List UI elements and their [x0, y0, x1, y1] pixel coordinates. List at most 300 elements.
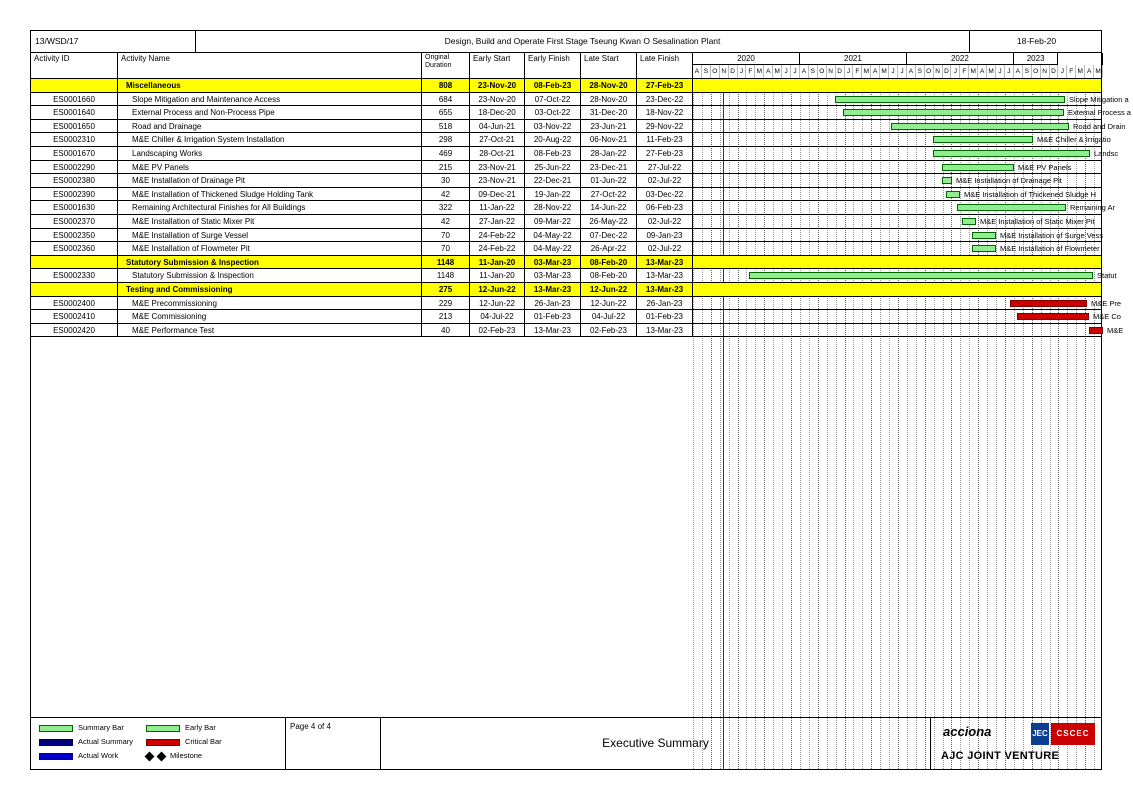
- timescale-month: F: [960, 65, 969, 78]
- cell-early-finish: 04-May-22: [525, 242, 581, 256]
- cell-early-finish: 03-Oct-22: [525, 106, 581, 120]
- cell-early-start: 12-Jun-22: [470, 283, 525, 297]
- timescale-month: M: [862, 65, 871, 78]
- table-row[interactable]: [31, 188, 1101, 202]
- timescale-month: N: [934, 65, 943, 78]
- table-row[interactable]: [31, 324, 1124, 338]
- cell-early-start: 23-Nov-21: [470, 161, 525, 175]
- cell-early-finish: 26-Jan-23: [525, 297, 581, 311]
- timescale-month: J: [889, 65, 898, 78]
- cell-activity-id: ES0001670: [31, 147, 118, 161]
- gantt-bar-label: Landsc: [1094, 148, 1119, 158]
- cell-original-duration: 808: [422, 79, 470, 93]
- timescale-year: 2021: [800, 53, 907, 65]
- cell-activity-name: M&E Installation of Surge Vessel: [118, 229, 422, 243]
- cell-early-start: 24-Feb-22: [470, 242, 525, 256]
- timescale-month: J: [782, 65, 791, 78]
- cell-original-duration: 275: [422, 283, 470, 297]
- cell-late-finish: 29-Nov-22: [637, 120, 693, 134]
- timescale-month: O: [925, 65, 934, 78]
- cell-late-finish: 13-Mar-23: [637, 283, 693, 297]
- cscec-logo: CSCEC: [1051, 723, 1095, 745]
- col-early-start: Early Start: [470, 53, 525, 78]
- cell-early-finish: 08-Feb-23: [525, 147, 581, 161]
- timescale-month: J: [898, 65, 907, 78]
- timescale-month: J: [845, 65, 854, 78]
- timescale-month: N: [720, 65, 729, 78]
- legend-milestone-label: Milestone: [170, 751, 203, 760]
- cell-late-finish: 13-Mar-23: [637, 324, 693, 338]
- cell-activity-name: M&E Installation of Static Mixer Pit: [118, 215, 422, 229]
- legend-actual-summary-label: Actual Summary: [78, 737, 134, 746]
- cell-original-duration: 469: [422, 147, 470, 161]
- cell-early-start: 24-Feb-22: [470, 229, 525, 243]
- cell-gantt: [693, 133, 1111, 147]
- gantt-bar-label: M&E: [1107, 325, 1124, 335]
- project-title: Design, Build and Operate First Stage Tseung Kwan O Sesalination Plant: [196, 31, 970, 52]
- cell-original-duration: 655: [422, 106, 470, 120]
- footer-title-label: Executive Summary: [602, 736, 709, 750]
- cell-gantt: [693, 297, 1122, 311]
- gantt-bar[interactable]: [1089, 327, 1103, 334]
- cell-activity-id: [31, 79, 118, 93]
- cell-activity-name: External Process and Non-Process Pipe: [118, 106, 422, 120]
- timescale-month: J: [996, 65, 1005, 78]
- cell-late-start: 27-Oct-22: [581, 188, 637, 202]
- cell-activity-id: ES0002350: [31, 229, 118, 243]
- milestone-diamond-icon: [145, 751, 155, 761]
- cell-late-finish: 02-Jul-22: [637, 215, 693, 229]
- cell-early-start: 27-Oct-21: [470, 133, 525, 147]
- actual-work-swatch: [39, 753, 73, 760]
- cell-original-duration: 229: [422, 297, 470, 311]
- cell-early-finish: 04-May-22: [525, 229, 581, 243]
- timescale-month: M: [880, 65, 889, 78]
- cell-gantt: [693, 174, 1103, 188]
- cell-late-finish: 26-Jan-23: [637, 297, 693, 311]
- cell-late-start: 08-Feb-20: [581, 256, 637, 270]
- cell-early-finish: 28-Nov-22: [525, 201, 581, 215]
- cell-early-start: 23-Nov-20: [470, 79, 525, 93]
- legend-block: [31, 718, 286, 769]
- cell-activity-id: ES0002380: [31, 174, 118, 188]
- cell-early-finish: 08-Feb-23: [525, 79, 581, 93]
- cell-early-start: 02-Feb-23: [470, 324, 525, 338]
- cell-activity-name: Landscaping Works: [118, 147, 422, 161]
- sheet-footer: [31, 717, 1101, 769]
- cell-original-duration: 70: [422, 229, 470, 243]
- cell-late-start: 12-Jun-22: [581, 283, 637, 297]
- month-scale: [693, 65, 1102, 78]
- timescale-year: 2020: [693, 53, 800, 65]
- cell-early-finish: 13-Mar-23: [525, 324, 581, 338]
- gantt-bar[interactable]: [972, 232, 996, 239]
- cell-gantt: [693, 93, 1129, 107]
- cell-activity-id: ES0001630: [31, 201, 118, 215]
- cell-activity-id: ES0002400: [31, 297, 118, 311]
- cell-activity-name: Remaining Architectural Finishes for All Buildings: [118, 201, 422, 215]
- cell-late-start: 01-Jun-22: [581, 174, 637, 188]
- cell-gantt: [693, 161, 1103, 175]
- joint-venture-label: AJC JOINT VENTURE: [941, 750, 1060, 762]
- cell-original-duration: 40: [422, 324, 470, 338]
- cell-activity-name: Slope Mitigation and Maintenance Access: [118, 93, 422, 107]
- cell-original-duration: 215: [422, 161, 470, 175]
- legend-critical-bar-label: Critical Bar: [185, 737, 222, 746]
- col-original-duration: [422, 53, 470, 78]
- gantt-bar-label: M&E Installation of Flowmeter: [1000, 244, 1100, 254]
- col-original-duration-label: Original Duration: [425, 54, 452, 69]
- timescale-month: S: [702, 65, 711, 78]
- cell-early-finish: 20-Aug-22: [525, 133, 581, 147]
- jec-logo: JEC: [1031, 723, 1049, 745]
- gantt-bar[interactable]: [946, 191, 960, 198]
- timescale-month: M: [755, 65, 764, 78]
- cell-late-finish: 02-Jul-22: [637, 242, 693, 256]
- gantt-bar-label: Road and Drain: [1073, 121, 1126, 131]
- timescale-month: O: [818, 65, 827, 78]
- table-row[interactable]: [31, 229, 1101, 243]
- timescale-month: A: [907, 65, 916, 78]
- timescale-month: D: [729, 65, 738, 78]
- brand-block: [931, 718, 1103, 769]
- gantt-bar[interactable]: [1017, 313, 1089, 320]
- cell-gantt: [693, 215, 1103, 229]
- cell-early-start: 04-Jun-21: [470, 120, 525, 134]
- cell-early-start: 11-Jan-20: [470, 256, 525, 270]
- gantt-bar-label: External Process a: [1068, 108, 1131, 118]
- legend-early-bar-label: Early Bar: [185, 723, 216, 732]
- actual-summary-swatch: [39, 739, 73, 746]
- timescale-month: M: [1076, 65, 1085, 78]
- summary-bar-swatch: [39, 725, 73, 732]
- timescale-month: M: [1094, 65, 1103, 78]
- gantt-bar[interactable]: [942, 164, 1014, 171]
- gantt-bar[interactable]: [933, 150, 1090, 157]
- gantt-bar-label: Remaining Ar: [1070, 203, 1116, 213]
- cell-early-finish: 19-Jan-22: [525, 188, 581, 202]
- cell-late-finish: 27-Feb-23: [637, 147, 693, 161]
- timescale-month: A: [871, 65, 880, 78]
- gantt-bar[interactable]: [835, 96, 1065, 103]
- legend-summary-bar-label: Summary Bar: [78, 723, 124, 732]
- legend-summary-bar: [39, 723, 124, 732]
- cell-original-duration: 213: [422, 310, 470, 324]
- cell-gantt: [693, 147, 1119, 161]
- table-row[interactable]: [31, 297, 1122, 311]
- cell-early-finish: 07-Oct-22: [525, 93, 581, 107]
- timescale-header: [693, 53, 1103, 78]
- cell-late-start: 07-Dec-22: [581, 229, 637, 243]
- timescale-month: M: [987, 65, 996, 78]
- cell-original-duration: 30: [422, 174, 470, 188]
- cell-early-finish: 03-Nov-22: [525, 120, 581, 134]
- cell-late-finish: 06-Feb-23: [637, 201, 693, 215]
- cell-late-start: 26-May-22: [581, 215, 637, 229]
- table-row[interactable]: [31, 242, 1101, 256]
- project-code: 13/WSD/17: [31, 31, 196, 52]
- cell-activity-name: Testing and Commissioning: [118, 283, 422, 297]
- cell-early-finish: 22-Dec-21: [525, 174, 581, 188]
- cell-late-start: 04-Jul-22: [581, 310, 637, 324]
- timescale-month: S: [1023, 65, 1032, 78]
- legend-actual-work: [39, 751, 118, 760]
- gantt-bar[interactable]: [942, 177, 952, 184]
- cell-activity-name: Statutory Submission & Inspection: [118, 269, 422, 283]
- cell-activity-name: M&E Performance Test: [118, 324, 422, 338]
- cell-activity-name: Miscellaneous: [118, 79, 422, 93]
- table-column-headers: [31, 53, 1101, 79]
- legend-milestone: [133, 751, 202, 760]
- cell-original-duration: 684: [422, 93, 470, 107]
- cell-activity-name: Statutory Submission & Inspection: [118, 256, 422, 270]
- col-activity-name: Activity Name: [118, 53, 422, 78]
- gantt-bar-label: M&E Pre: [1091, 298, 1122, 308]
- gantt-bar-label: Slope Mitigation a: [1069, 94, 1129, 104]
- timescale-month: A: [1085, 65, 1094, 78]
- cell-early-start: 12-Jun-22: [470, 297, 525, 311]
- gantt-bar-label: M&E Installation of Thickened Sludge H: [964, 189, 1097, 199]
- timescale-month: J: [1058, 65, 1067, 78]
- cell-activity-id: ES0001650: [31, 120, 118, 134]
- cell-early-start: 11-Jan-22: [470, 201, 525, 215]
- milestone-diamond-icon-2: [157, 751, 167, 761]
- cell-activity-id: ES0002390: [31, 188, 118, 202]
- cell-activity-id: [31, 256, 118, 270]
- table-row[interactable]: [31, 133, 1111, 147]
- gantt-bar-label: M&E Co: [1093, 312, 1121, 322]
- cell-activity-id: ES0001640: [31, 106, 118, 120]
- timescale-month: J: [791, 65, 800, 78]
- cell-early-finish: 03-Mar-23: [525, 256, 581, 270]
- timescale-month: N: [1041, 65, 1050, 78]
- cell-gantt: [693, 269, 1117, 283]
- cell-gantt: [693, 201, 1116, 215]
- cell-early-finish: 09-Mar-22: [525, 215, 581, 229]
- timescale-month: M: [773, 65, 782, 78]
- cell-late-start: 28-Nov-20: [581, 79, 637, 93]
- gantt-bar[interactable]: [972, 245, 996, 252]
- early-bar-swatch: [146, 725, 180, 732]
- gantt-bar-label: M&E Installation of Surge Vess: [1000, 230, 1103, 240]
- cell-activity-id: ES0002360: [31, 242, 118, 256]
- cell-early-start: 23-Nov-21: [470, 174, 525, 188]
- cell-early-start: 27-Jan-22: [470, 215, 525, 229]
- cell-late-finish: 11-Feb-23: [637, 133, 693, 147]
- cell-activity-name: M&E Chiller & Irrigation System Installation: [118, 133, 422, 147]
- cell-late-start: 06-Nov-21: [581, 133, 637, 147]
- cell-late-finish: 13-Mar-23: [637, 256, 693, 270]
- cell-activity-id: ES0002290: [31, 161, 118, 175]
- cell-late-start: 12-Jun-22: [581, 297, 637, 311]
- timescale-month: J: [738, 65, 747, 78]
- timescale-month: D: [836, 65, 845, 78]
- report-date: 18-Feb-20: [1016, 36, 1057, 46]
- table-row[interactable]: [31, 310, 1121, 324]
- table-row[interactable]: [31, 120, 1126, 134]
- cell-early-start: 28-Oct-21: [470, 147, 525, 161]
- cell-original-duration: 322: [422, 201, 470, 215]
- cell-gantt: [693, 120, 1126, 134]
- gantt-bar[interactable]: [843, 109, 1064, 116]
- cell-activity-name: M&E Installation of Thickened Sludge Holding Tank: [118, 188, 422, 202]
- critical-bar-swatch: [146, 739, 180, 746]
- cell-gantt: [693, 242, 1103, 256]
- cell-early-finish: 13-Mar-23: [525, 283, 581, 297]
- cell-late-finish: 18-Nov-22: [637, 106, 693, 120]
- cell-late-start: 26-Apr-22: [581, 242, 637, 256]
- cell-late-start: 28-Nov-20: [581, 93, 637, 107]
- cell-original-duration: 42: [422, 188, 470, 202]
- gantt-bar[interactable]: [957, 204, 1066, 211]
- cell-late-finish: 03-Dec-22: [637, 188, 693, 202]
- cell-activity-id: ES0001660: [31, 93, 118, 107]
- cell-gantt: [693, 188, 1103, 202]
- cell-early-start: 18-Dec-20: [470, 106, 525, 120]
- cell-gantt: [693, 324, 1124, 338]
- col-late-finish: Late Finish: [637, 53, 693, 78]
- timescale-month: D: [943, 65, 952, 78]
- acciona-logo: acciona: [943, 724, 992, 739]
- cell-activity-id: [31, 283, 118, 297]
- cell-early-start: 04-Jul-22: [470, 310, 525, 324]
- timescale-month: F: [853, 65, 862, 78]
- cell-gantt: [693, 229, 1103, 243]
- cell-original-duration: 1148: [422, 256, 470, 270]
- cell-late-start: 23-Dec-21: [581, 161, 637, 175]
- cell-late-finish: 01-Feb-23: [637, 310, 693, 324]
- cell-late-finish: 27-Feb-23: [637, 79, 693, 93]
- timescale-month: M: [969, 65, 978, 78]
- table-row[interactable]: [31, 161, 1101, 175]
- cell-gantt: [693, 283, 1103, 297]
- cell-early-start: 11-Jan-20: [470, 269, 525, 283]
- cell-activity-id: ES0002310: [31, 133, 118, 147]
- cell-activity-id: ES0002420: [31, 324, 118, 338]
- cell-gantt: [693, 310, 1121, 324]
- cell-early-finish: 03-Mar-23: [525, 269, 581, 283]
- cell-late-finish: 02-Jul-22: [637, 174, 693, 188]
- activity-table: [31, 79, 1131, 337]
- cell-late-start: 02-Feb-23: [581, 324, 637, 338]
- cell-original-duration: 42: [422, 215, 470, 229]
- gantt-bar-label: M&E Chiller & Irrigatio: [1037, 135, 1111, 145]
- footer-title: [381, 718, 931, 769]
- cell-early-start: 09-Dec-21: [470, 188, 525, 202]
- timescale-month: A: [764, 65, 773, 78]
- col-activity-id: Activity ID: [31, 53, 118, 78]
- gantt-bar[interactable]: [962, 218, 976, 225]
- table-row[interactable]: [31, 215, 1101, 229]
- cell-gantt: [693, 79, 1103, 93]
- table-row[interactable]: [31, 269, 1117, 283]
- cell-activity-name: M&E Commissioning: [118, 310, 422, 324]
- timescale-month: J: [1005, 65, 1014, 78]
- timescale-month: A: [1014, 65, 1023, 78]
- cell-gantt: [693, 106, 1131, 120]
- cell-early-finish: 01-Feb-23: [525, 310, 581, 324]
- legend-actual-work-label: Actual Work: [78, 751, 119, 760]
- sheet-header: [31, 31, 1101, 53]
- timescale-month: A: [800, 65, 809, 78]
- timescale-month: O: [711, 65, 720, 78]
- page-number: Page 4 of 4: [286, 718, 381, 769]
- timescale-year: 2022: [907, 53, 1014, 65]
- cell-late-finish: 27-Jul-22: [637, 161, 693, 175]
- col-early-finish: Early Finish: [525, 53, 581, 78]
- timescale-month: S: [916, 65, 925, 78]
- summary-row[interactable]: [31, 283, 1101, 297]
- timescale-month: F: [746, 65, 755, 78]
- cell-original-duration: 298: [422, 133, 470, 147]
- gantt-bar[interactable]: [1010, 300, 1087, 307]
- legend-actual-summary: [39, 737, 133, 746]
- timescale-month: O: [1032, 65, 1041, 78]
- cell-activity-name: M&E Precommissioning: [118, 297, 422, 311]
- gantt-bar-label: M&E Installation of Static Mixer Pit: [980, 216, 1095, 226]
- gantt-bar[interactable]: [749, 272, 1093, 279]
- table-row[interactable]: [31, 174, 1101, 188]
- cell-original-duration: 518: [422, 120, 470, 134]
- cell-late-start: 08-Feb-20: [581, 269, 637, 283]
- timescale-month: S: [809, 65, 818, 78]
- col-late-start: Late Start: [581, 53, 637, 78]
- cell-late-start: 14-Jun-22: [581, 201, 637, 215]
- timescale-month: N: [827, 65, 836, 78]
- timescale-month: A: [978, 65, 987, 78]
- cell-activity-name: Road and Drainage: [118, 120, 422, 134]
- legend-early-bar: [146, 723, 216, 732]
- cell-late-finish: 09-Jan-23: [637, 229, 693, 243]
- cell-original-duration: 70: [422, 242, 470, 256]
- gantt-bar-label: M&E PV Panels: [1018, 162, 1072, 172]
- cell-activity-id: ES0002410: [31, 310, 118, 324]
- drawing-sheet: [30, 30, 1131, 770]
- table-row[interactable]: [31, 201, 1116, 215]
- summary-row[interactable]: [31, 79, 1101, 93]
- cell-late-start: 23-Jun-21: [581, 120, 637, 134]
- timescale-month: D: [1050, 65, 1059, 78]
- cell-late-start: 31-Dec-20: [581, 106, 637, 120]
- timescale-month: A: [693, 65, 702, 78]
- legend-critical-bar: [146, 737, 222, 746]
- cell-late-start: 28-Jan-22: [581, 147, 637, 161]
- cell-activity-id: ES0002330: [31, 269, 118, 283]
- table-row[interactable]: [31, 106, 1131, 120]
- timescale-month: J: [951, 65, 960, 78]
- year-scale: [693, 53, 1102, 65]
- cell-activity-id: ES0002370: [31, 215, 118, 229]
- cell-early-finish: 25-Jun-22: [525, 161, 581, 175]
- summary-row[interactable]: [31, 256, 1101, 270]
- cell-original-duration: 1148: [422, 269, 470, 283]
- timescale-year: 2023: [1014, 53, 1059, 65]
- gantt-bar-label: M&E Installation of Drainage Pit: [956, 176, 1062, 186]
- cell-late-finish: 23-Dec-22: [637, 93, 693, 107]
- cell-late-finish: 13-Mar-23: [637, 269, 693, 283]
- gantt-bar[interactable]: [933, 136, 1033, 143]
- gantt-bar[interactable]: [891, 123, 1069, 130]
- cell-activity-name: M&E PV Panels: [118, 161, 422, 175]
- timescale-month: F: [1067, 65, 1076, 78]
- cell-gantt: [693, 256, 1103, 270]
- table-row[interactable]: [31, 147, 1119, 161]
- cell-activity-name: M&E Installation of Flowmeter Pit: [118, 242, 422, 256]
- cell-early-start: 23-Nov-20: [470, 93, 525, 107]
- cell-activity-name: M&E Installation of Drainage Pit: [118, 174, 422, 188]
- gantt-bar-label: Statut: [1097, 271, 1117, 281]
- table-row[interactable]: [31, 93, 1129, 107]
